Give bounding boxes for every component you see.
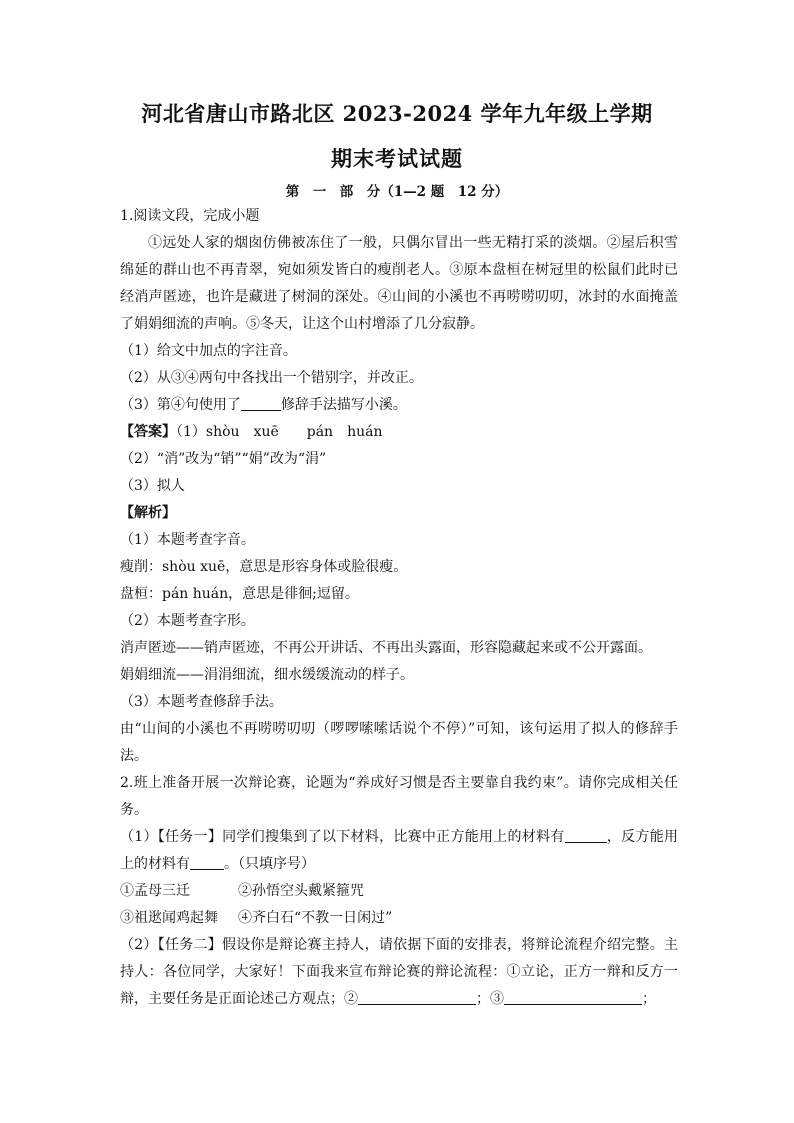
task2-text-mid: ；③ — [476, 991, 504, 1007]
options-row-1 — [120, 878, 678, 905]
analysis-4: （2）本题考查字形。 — [120, 613, 255, 629]
question-1-sub3 — [120, 392, 678, 419]
answer-2: （2）“消”改为“销”“娟”改为“涓” — [120, 451, 327, 467]
analysis-label: 【解析】 — [120, 505, 176, 521]
question-1-sub1: （1）给文中加点的字注音。 — [120, 343, 297, 359]
options-row-2 — [120, 905, 678, 932]
question-2-task1 — [120, 824, 678, 878]
answer-blank[interactable] — [241, 393, 281, 411]
section-heading: 第 一 部 分（1—2 题 12 分） — [285, 184, 509, 200]
option-item: ④齐白石“不教一日闲过” — [238, 910, 393, 926]
analysis-7: （3）本题考查修辞手法。 — [120, 694, 283, 710]
analysis-2: 瘦削：shòu xuē，意思是形容身体或脸很瘦。 — [120, 559, 408, 575]
question-2-task2 — [120, 932, 678, 1013]
question-1-stem: 1.阅读文段，完成小题 — [120, 208, 260, 224]
answer-3: （3）拟人 — [120, 478, 185, 494]
question-1-sub2: （2）从③④两句中各找出一个错别字，并改正。 — [120, 370, 423, 386]
analysis-5: 消声匿迹——销声匿迹，不再公开讲话、不再出头露面，形容隐藏起来或不公开露面。 — [120, 640, 652, 656]
exam-title-line2: 期末考试试题 — [331, 146, 463, 171]
task1-text-mid: ，反方能用上的材料有 — [120, 829, 679, 872]
answer-line-1 — [120, 419, 678, 446]
sub3-text-before: （3）第④句使用了 — [120, 397, 241, 413]
option-item: ①孟母三迁 — [120, 883, 190, 899]
question-2-stem: 2.班上准备开展一次辩论赛，论题为“养成好习惯是否主要靠自我约束”。请你完成相关任务。 — [120, 775, 678, 818]
answer-1: （1）shòu xuē pán huán — [176, 424, 383, 440]
exam-body — [120, 203, 678, 1013]
answer-blank[interactable] — [504, 987, 642, 1005]
exam-title-line1: 河北省唐山市路北区 2023-2024 学年九年级上学期 — [141, 101, 653, 126]
option-item: ③祖逖闻鸡起舞 — [120, 910, 218, 926]
answer-label: 【答案】 — [120, 424, 176, 440]
question-1-passage: ①远处人家的烟囱仿佛被冻住了一般，只偶尔冒出一些无精打采的淡烟。②屋后积雪绵延的群山也不再青翠，宛如须发皆白的瘦削老人。③原本盘桓在树冠里的松鼠们此时已经消声匿迹，也许是藏进了树洞的深处。④山间的小溪也不再唠唠叨叨，冰封的水面掩盖了娟娟细流的声响。⑤冬天，让这个山村增添了几分寂静。 — [120, 235, 678, 332]
sub3-text-after: 修辞手法描写小溪。 — [280, 397, 407, 413]
analysis-1: （1）本题考查字音。 — [120, 532, 255, 548]
option-item: ②孙悟空头戴紧箍咒 — [238, 883, 364, 899]
task1-text-before: （1）【任务一】同学们搜集到了以下材料，比赛中正方能用上的材料有 — [120, 829, 565, 845]
answer-blank[interactable] — [190, 852, 224, 870]
analysis-8: 由“山间的小溪也不再唠唠叨叨（啰啰嗦嗦话说个不停）”可知，该句运用了拟人的修辞手法。 — [120, 721, 678, 764]
answer-blank[interactable] — [358, 987, 476, 1005]
analysis-3: 盘桓：pán huán，意思是徘徊;逗留。 — [120, 586, 359, 602]
task2-text-before: （2）【任务二】假设你是辩论赛主持人，请依据下面的安排表，将辩论流程介绍完整。主持人：各位同学，大家好！下面我来宣布辩论赛的辩论流程：①立论，正方一辩和反方一辩，主要任务是正面论述己方观点；② — [120, 937, 678, 1007]
task1-text-after: 。（只填序号） — [224, 856, 315, 872]
analysis-6: 娟娟细流——涓涓细流，细水缓缓流动的样子。 — [120, 667, 414, 683]
task2-text-after: ； — [642, 991, 656, 1007]
answer-blank[interactable] — [565, 825, 607, 843]
